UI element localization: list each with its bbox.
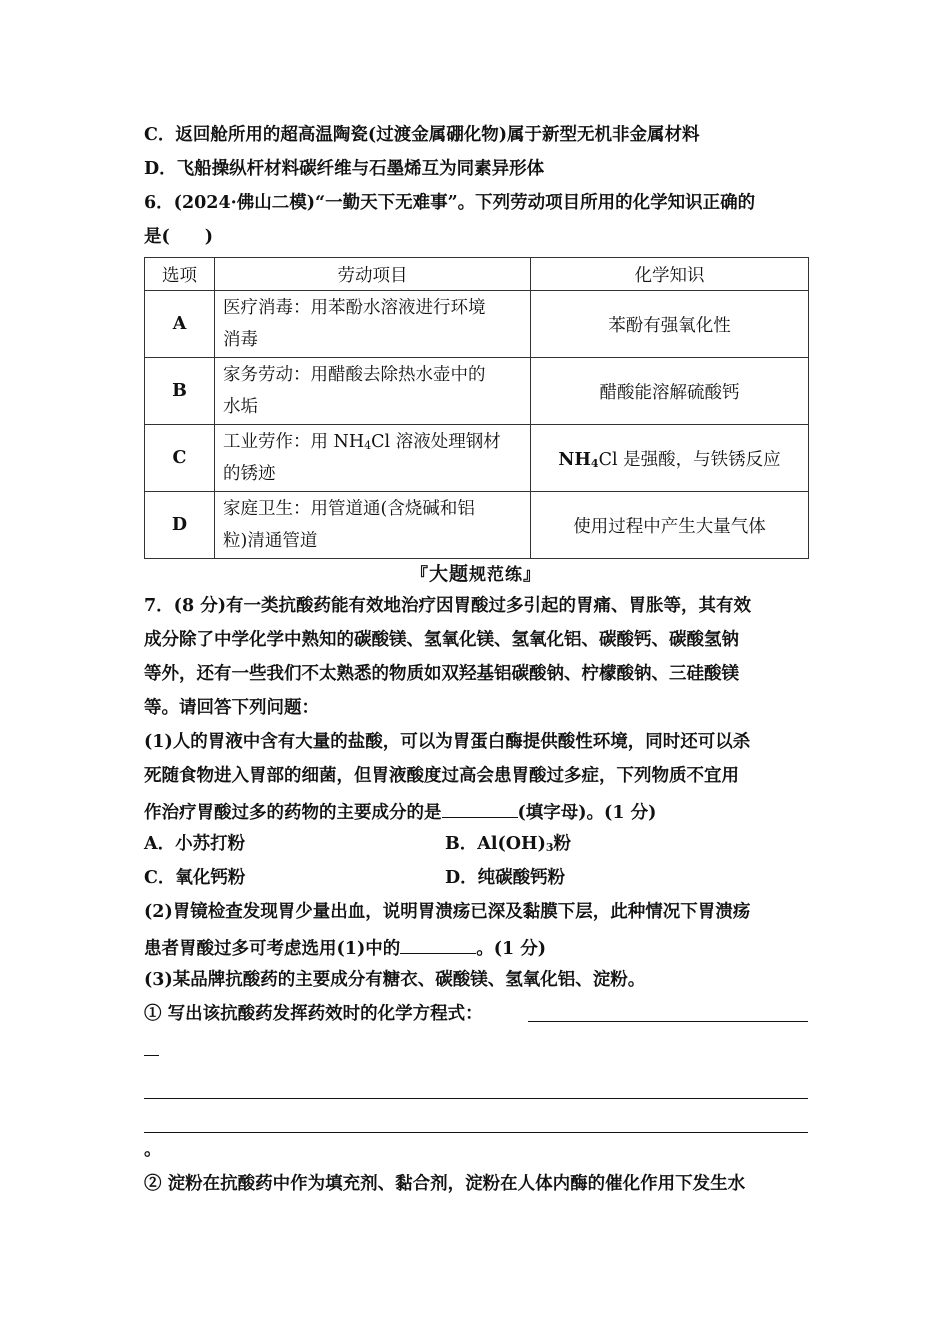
table-row bbox=[145, 425, 809, 492]
q5-option-c: C．返回舱所用的超高温陶瓷(过渡金属硼化物)属于新型无机非金属材料 bbox=[144, 125, 700, 145]
answer-blank-continuation[interactable] bbox=[144, 1031, 808, 1065]
answer-line[interactable] bbox=[144, 1099, 808, 1133]
answer-period: 。 bbox=[144, 1140, 162, 1160]
project-line1: 家务劳动：用醋酸去除热水壶中的 bbox=[223, 365, 486, 385]
q7-options-row bbox=[144, 827, 808, 861]
q7-part1-line: 作治疗胃酸过多的药物的主要成分的是 (填字母)。(1 分) bbox=[144, 793, 808, 827]
header-project: 劳动项目 bbox=[215, 258, 531, 291]
header-option: 选项 bbox=[145, 258, 215, 291]
q7-part1-line: (1)人的胃液中含有大量的盐酸，可以为胃蛋白酶提供酸性环境，同时还可以杀 bbox=[144, 732, 751, 752]
q6-stem-line2: 是( ) bbox=[144, 227, 214, 247]
answer-blank[interactable] bbox=[400, 929, 476, 954]
row-label: B bbox=[145, 358, 215, 425]
row-knowledge: $NH_4Cl$ 是强酸，与铁锈反应 bbox=[531, 425, 809, 492]
answer-blank[interactable] bbox=[442, 793, 518, 818]
document-page bbox=[144, 118, 808, 1201]
q7-part2-line: (2)胃镜检查发现胃少量出血，说明胃溃疡已深及黏膜下层，此种情况下胃溃疡 bbox=[144, 902, 751, 922]
row-knowledge: 苯酚有强氧化性 bbox=[531, 291, 809, 358]
row-project bbox=[215, 358, 531, 425]
q7-part3-line: (3)某品牌抗酸药的主要成分有糖衣、碳酸镁、氢氧化铝、淀粉。 bbox=[144, 970, 646, 990]
answer-blank[interactable] bbox=[528, 997, 808, 1022]
q7-option-c: C．氧化钙粉 bbox=[144, 868, 246, 888]
q7-part1-line: 死随食物进入胃部的细菌，但胃液酸度过高会患胃酸过多症，下列物质不宜用 bbox=[144, 766, 739, 786]
q6-stem-line1: 6．(2024·佛山二模)“一勤天下无难事”。下列劳动项目所用的化学知识正确的 bbox=[144, 193, 756, 213]
row-label: C bbox=[145, 425, 215, 492]
q7-option-d: D．纯碳酸钙粉 bbox=[445, 868, 566, 888]
q7-intro-line: 等。请回答下列问题： bbox=[144, 698, 319, 718]
project-line1: 家庭卫生：用管道通(含烧碱和铝 bbox=[223, 499, 475, 519]
section-banner: 『大题规范练』 bbox=[410, 563, 541, 585]
project-line2: 消毒 bbox=[223, 330, 258, 350]
q7-intro-line: 7．(8 分)有一类抗酸药能有效地治疗因胃酸过多引起的胃痛、胃胀等，其有效 bbox=[144, 596, 752, 616]
q5-option-d: D．飞船操纵杆材料碳纤维与石墨烯互为同素异形体 bbox=[144, 159, 545, 179]
row-label: A bbox=[145, 291, 215, 358]
project-line2: 的锈迹 bbox=[223, 464, 276, 484]
row-project bbox=[215, 425, 531, 492]
q7-intro-line: 成分除了中学化学中熟知的碳酸镁、氢氧化镁、氢氧化铝、碳酸钙、碳酸氢钠 bbox=[144, 630, 739, 650]
row-label: D bbox=[145, 492, 215, 559]
q7-options-row bbox=[144, 861, 808, 895]
answer-line[interactable] bbox=[144, 1065, 808, 1099]
q7-option-a: A．小苏打粉 bbox=[144, 834, 246, 854]
project-line2: 粒)清通管道 bbox=[223, 531, 318, 551]
header-knowledge: 化学知识 bbox=[531, 258, 809, 291]
q6-table bbox=[144, 257, 809, 559]
project-line1: 工业劳作：用 $NH_4Cl$ 溶液处理钢材 bbox=[223, 432, 501, 452]
q7-part3-1-line: ① 写出该抗酸药发挥药效时的化学方程式： bbox=[144, 997, 808, 1031]
row-project bbox=[215, 492, 531, 559]
q7-part2-line: 患者胃酸过多可考虑选用(1)中的 。(1 分) bbox=[144, 929, 808, 963]
project-line1: 医疗消毒：用苯酚水溶液进行环境 bbox=[223, 298, 486, 318]
row-knowledge: 使用过程中产生大量气体 bbox=[531, 492, 809, 559]
q7-intro-line: 等外，还有一些我们不太熟悉的物质如双羟基铝碳酸钠、柠檬酸钠、三硅酸镁 bbox=[144, 664, 739, 684]
row-knowledge: 醋酸能溶解硫酸钙 bbox=[531, 358, 809, 425]
table-row bbox=[145, 492, 809, 559]
row-project bbox=[215, 291, 531, 358]
project-line2: 水垢 bbox=[223, 397, 258, 417]
table-row bbox=[145, 291, 809, 358]
table-header-row bbox=[145, 258, 809, 291]
q7-part3-2-line: ② 淀粉在抗酸药中作为填充剂、黏合剂，淀粉在人体内酶的催化作用下发生水 bbox=[144, 1174, 746, 1194]
q7-option-b: B．$Al(OH)_3$粉 bbox=[445, 834, 572, 854]
table-row bbox=[145, 358, 809, 425]
